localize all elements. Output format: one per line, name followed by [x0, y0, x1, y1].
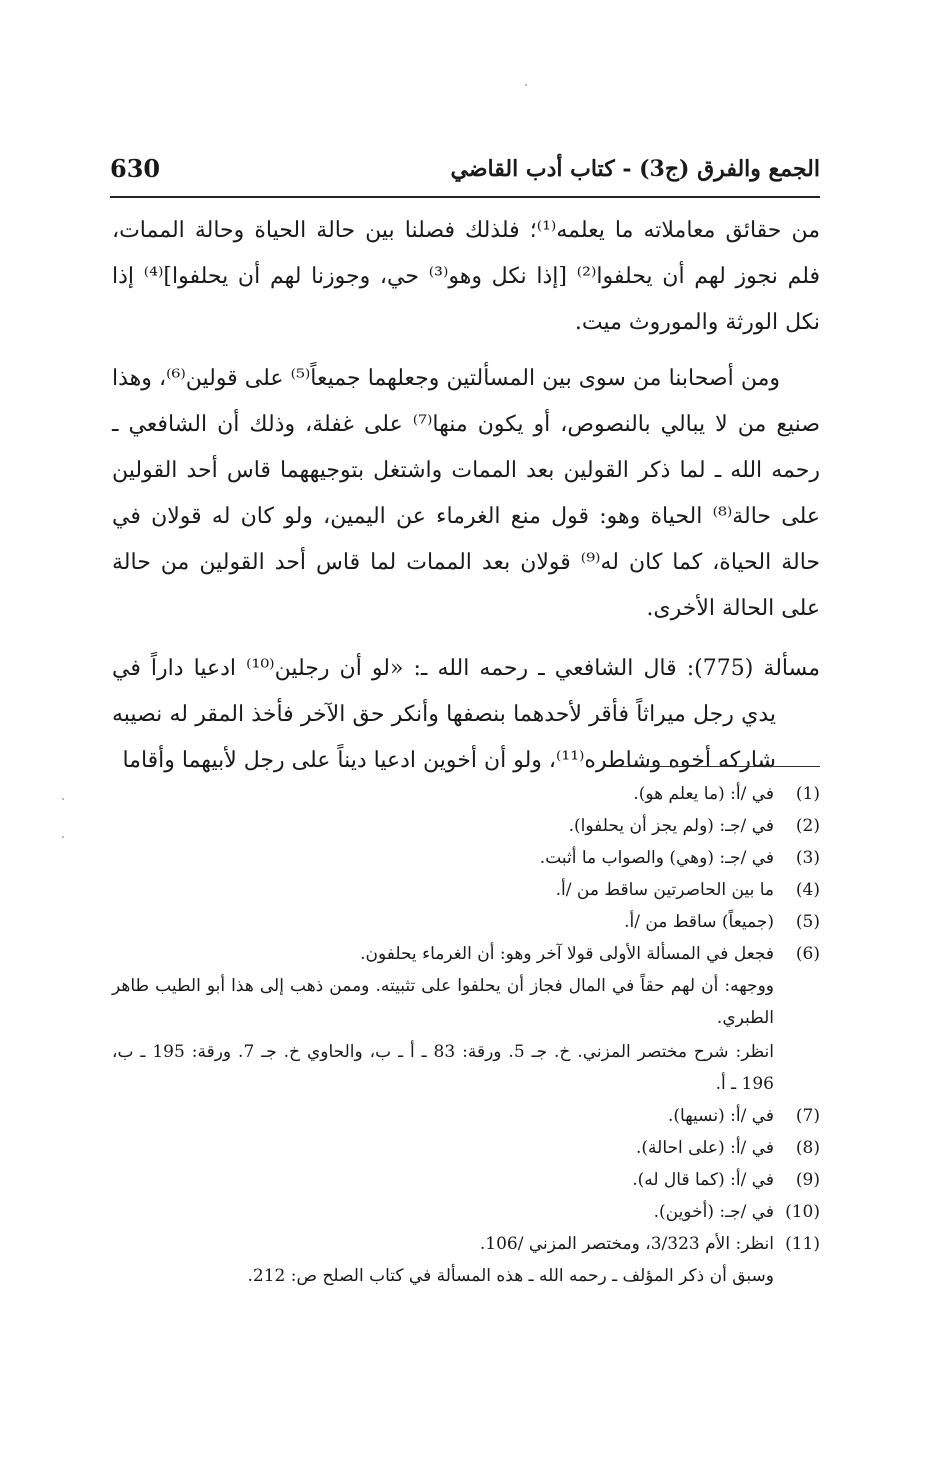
footnote-continuation: وسبق أن ذكر المؤلف ـ رحمه الله ـ هذه المسألة في كتاب الصلح ص: 212. — [247, 1266, 774, 1286]
footnote — [112, 810, 820, 842]
footnote — [112, 842, 820, 874]
paragraph: من حقائق معاملاته ما يعلمه⁽¹⁾؛ فلذلك فصلنا بين حالة الحياة وحالة الممات، فلم نجوز لهم أن يحلفوا⁽²⁾ [إذا نكل وهو⁽³⁾ حي، وجوزنا لهم أن يحلفوا]⁽⁴⁾ إذا نكل الورثة والموروث ميت. — [112, 218, 821, 335]
footnote-number: (3) — [795, 848, 820, 868]
footnote-text: في /أ: (على احالة). — [635, 1138, 774, 1158]
footnote — [112, 874, 820, 906]
scan-mark — [62, 836, 64, 838]
footnote-text: في /أ: (نسيها). — [668, 1106, 774, 1126]
footnote-text: (جميعاً) ساقط من /أ. — [624, 912, 774, 932]
footnote-rule — [620, 766, 820, 767]
footnote-text: في /جـ: (ولم يجز أن يحلفوا). — [568, 816, 774, 836]
footnote-number: (1) — [795, 784, 820, 804]
footnote-number: (2) — [795, 816, 820, 836]
footnote-number: (11) — [785, 1234, 820, 1254]
scan-mark — [525, 84, 527, 86]
header-rule — [110, 196, 820, 198]
footnote-number: (10) — [785, 1202, 820, 1222]
footnote — [112, 1196, 820, 1228]
footnote-text: في /جـ: (وهي) والصواب ما أثبت. — [539, 848, 774, 868]
footnote-number: (9) — [795, 1170, 820, 1190]
footnote-text: انظر: الأم 3/323، ومختصر المزني /106. — [479, 1234, 774, 1254]
footnote-number: (8) — [795, 1138, 820, 1158]
footnote-text: في /أ: (ما يعلم هو). — [633, 784, 774, 804]
footnote-text: في /جـ: (أخوين). — [653, 1202, 774, 1222]
footnote-number: (7) — [795, 1106, 820, 1126]
footnote-text: في /أ: (كما قال له). — [632, 1170, 774, 1190]
page-number: 630 — [110, 154, 161, 183]
footnotes — [112, 778, 820, 1292]
footnote-text: فجعل في المسألة الأولى قولا آخر وهو: أن الغرماء يحلفون. — [360, 944, 774, 964]
footnote — [112, 1228, 820, 1260]
footnote — [112, 906, 820, 938]
footnote-number: (6) — [795, 944, 820, 964]
footnote-number: (5) — [795, 912, 820, 932]
page-header — [110, 150, 820, 190]
footnote-continuation: انظر: شرح مختصر المزني. خ. جـ 5. ورقة: 83 ـ أ ـ ب، والحاوي خ. جـ 7. ورقة: 195 ـ ب، 196 ـ أ. — [112, 1042, 774, 1094]
footnote — [112, 1132, 820, 1164]
footnote-number: (4) — [795, 880, 820, 900]
footnote — [112, 1100, 820, 1132]
footnote — [112, 778, 820, 810]
issue-paragraph: مسألة (775): قال الشافعي ـ رحمه الله ـ: «لو أن رجلين⁽¹⁰⁾ ادعيا داراً في يدي رجل ميراثاً فأقر لأحدهما بنصفها وأنكر حق الآخر فأخذ المقر له نصيبه شاركه أخوه وشاطره⁽¹¹⁾، ولو أن أخوين ادعيا ديناً على رجل لأبيهما وأقاما — [112, 656, 821, 773]
footnote-text: ما بين الحاصرتين ساقط من /أ. — [555, 880, 774, 900]
footnote — [112, 938, 820, 970]
running-title: الجمع والفرق (ج3) - كتاب أدب القاضي — [450, 156, 820, 182]
footnote-continuation: ووجهه: أن لهم حقاً في المال فجاز أن يحلفوا على تثبيته. وممن ذهب إلى هذا أبو الطيب طاهر الطبري. — [112, 976, 774, 1028]
footnote — [112, 1164, 820, 1196]
paragraph: ومن أصحابنا من سوى بين المسألتين وجعلهما جميعاً⁽⁵⁾ على قولين⁽⁶⁾، وهذا صنيع من لا يبالي بالنصوص، أو يكون منها⁽⁷⁾ على غفلة، وذلك أن الشافعي ـ رحمه الله ـ لما ذكر القولين بعد الممات واشتغل بتوجيههما قاس أحد القولين على حالة⁽⁸⁾ الحياة وهو: قول منع الغرماء عن اليمين، ولو كان له قولان في حالة الحياة، كما كان له⁽⁹⁾ قولان بعد الممات لما قاس أحد القولين من حالة على الحالة الأخرى. — [112, 366, 820, 621]
main-text — [112, 208, 820, 784]
scan-mark — [62, 798, 64, 800]
